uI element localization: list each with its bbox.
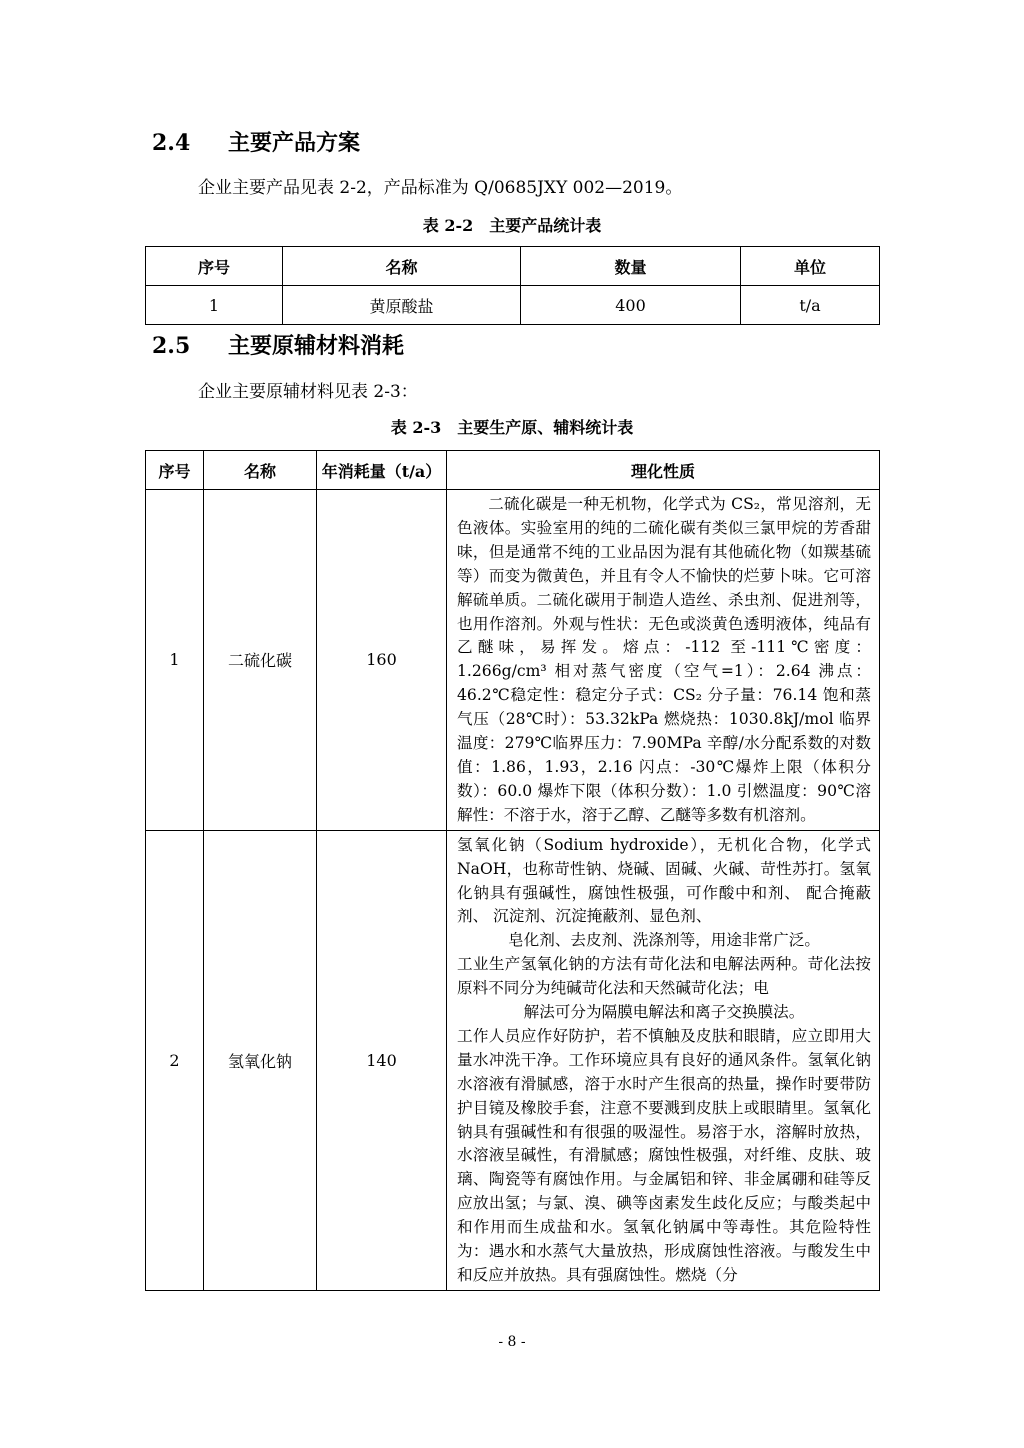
properties-text: 工作人员应作好防护，若不慎触及皮肤和眼睛，应立即用大量水冲洗干净。工作环境应具有良好的通风条件。氢氧化钠水溶液有滑腻感，溶于水时产生很高的热量，操作时要带防护目镜及橡胶手套，注意不要溅到皮肤上或眼睛里。氢氧化钠具有强碱性和有很强的吸湿性。易溶于水，溶解时放热，水溶液呈碱性，有滑腻感；腐蚀性极强，对纤维、皮肤、玻璃、陶瓷等有腐蚀作用。与金属铝和锌、非金属硼和硅等反应放出氢；与氯、溴、碘等卤素发生歧化反应；与酸类起中和作用而生成盐和水。氢氧化钠属中等毒性。其危险特性为：遇水和水蒸气大量放热，形成腐蚀性溶液。与酸发生中和反应并放热。具有强腐蚀性。燃烧（分 <box>457 1026 871 1284</box>
table-cell: 二硫化碳 <box>204 490 317 831</box>
table-cell: t/a <box>741 286 880 325</box>
table-cell: 1 <box>146 286 283 325</box>
header-cell: 单位 <box>741 247 880 286</box>
table-cell: 2 <box>146 830 204 1290</box>
section-number: 2.5 <box>152 333 191 359</box>
header-cell: 序号 <box>146 247 283 286</box>
header-cell: 数量 <box>521 247 741 286</box>
table-cell: 400 <box>521 286 741 325</box>
section-title: 主要产品方案 <box>228 130 361 156</box>
header-cell: 名称 <box>204 451 317 490</box>
materials-table <box>145 450 880 1291</box>
paragraph-materials: 企业主要原辅材料见表 2-3： <box>198 382 418 402</box>
table-row <box>146 286 880 325</box>
properties-cell <box>447 830 880 1290</box>
section-title: 主要原辅材料消耗 <box>228 333 405 359</box>
table-cell: 140 <box>317 830 447 1290</box>
header-cell: 序号 <box>146 451 204 490</box>
properties-text: 工业生产氢氧化钠的方法有苛化法和电解法两种。苛化法按原料不同分为纯碱苛化法和天然碱苛化法；电 <box>457 955 871 998</box>
properties-text: 解法可分为隔膜电解法和离子交换膜法。 <box>523 1003 805 1022</box>
properties-cell <box>447 490 880 831</box>
section-number: 2.4 <box>152 130 191 156</box>
table-row <box>146 830 880 1290</box>
section-heading-2-5 <box>152 329 404 360</box>
properties-text: 皂化剂、去皮剂、洗涤剂等，用途非常广泛。 <box>508 931 820 950</box>
table-2-3-caption: 表 2-3 主要生产原、辅料统计表 <box>390 418 634 437</box>
table-cell: 160 <box>317 490 447 831</box>
header-cell: 年消耗量（t/a） <box>317 451 447 490</box>
header-cell: 理化性质 <box>447 451 880 490</box>
product-table <box>145 246 880 325</box>
table-header-row <box>146 451 880 490</box>
section-heading-2-4 <box>152 126 360 157</box>
header-cell: 名称 <box>283 247 521 286</box>
table-header-row <box>146 247 880 286</box>
page-number: - 8 - <box>498 1334 526 1350</box>
table-2-2-caption: 表 2-2 主要产品统计表 <box>422 216 602 235</box>
table-cell: 黄原酸盐 <box>283 286 521 325</box>
properties-text: 氢氧化钠（Sodium hydroxide），无机化合物，化学式NaOH，也称苛性钠、烧碱、固碱、火碱、苛性苏打。氢氧化钠具有强碱性，腐蚀性极强，可作酸中和剂、 配合掩蔽剂、 沉淀剂、沉淀掩蔽剂、显色剂、 <box>457 835 871 926</box>
properties-text: 二硫化碳是一种无机物，化学式为 CS₂，常见溶剂，无色液体。实验室用的纯的二硫化碳有类似三氯甲烷的芳香甜味，但是通常不纯的工业品因为混有其他硫化物（如羰基硫等）而变为微黄色，并且有令人不愉快的烂萝卜味。它可溶解硫单质。二硫化碳用于制造人造丝、杀虫剂、促进剂等，也用作溶剂。外观与性状：无色或淡黄色透明液体，纯品有乙醚味，易挥发。熔点：-112 至-111℃密度：1.266g/cm³ 相对蒸气密度（空气=1）：2.64 沸点：46.2℃稳定性：稳定分子式：CS₂ 分子量：76.14 饱和蒸气压（28℃时）：53.32kPa 燃烧热：1030.8kJ/mol 临界温度：279℃临界压力：7.90MPa 辛醇/水分配系数的对数值：1.86，1.93，2.16 闪点：-30℃爆炸上限（体积分数）：60.0 爆炸下限（体积分数）：1.0 引燃温度：90℃溶解性：不溶于水，溶于乙醇、乙醚等多数有机溶剂。 <box>457 495 871 824</box>
table-cell: 氢氧化钠 <box>204 830 317 1290</box>
table-cell: 1 <box>146 490 204 831</box>
table-row <box>146 490 880 831</box>
paragraph-products: 企业主要产品见表 2-2，产品标准为 Q/0685JXY 002—2019。 <box>198 178 683 198</box>
